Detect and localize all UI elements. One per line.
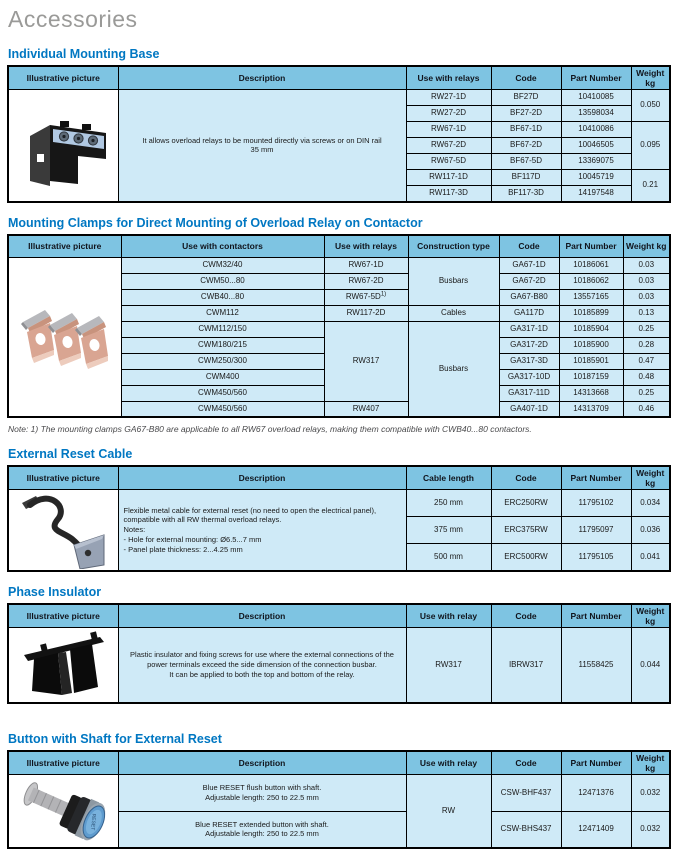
cell: 10185904 [559,321,623,337]
cell: GA317-3D [499,353,559,369]
header-cell: Illustrative picture [8,466,118,490]
cell: RW117-2D [324,305,408,321]
phase-insulator-image [16,629,111,701]
cell: 0.47 [623,353,670,369]
cell: CWM32/40 [121,257,324,273]
header-cell: Illustrative picture [8,66,118,90]
section-heading-individual-mounting-base: Individual Mounting Base [8,47,160,61]
header-cell: Use with relays [406,66,491,90]
header-cell: Description [118,66,406,90]
section-heading-external-reset-cable: External Reset Cable [8,447,133,461]
header-cell: Code [499,235,559,258]
reset-cable-image [16,491,111,569]
header-cell: Part Number [561,604,631,628]
cell: BF67-5D [491,154,561,170]
cell: 12471409 [561,811,631,848]
mounting-base-image [16,96,111,194]
cell: CWM112/150 [121,321,324,337]
header-row [8,751,670,775]
cell: RW67-2D [406,138,491,154]
cell: 10045719 [561,170,631,186]
cell: 10410086 [561,122,631,138]
header-cell: Description [118,466,406,490]
cell: Busbars [408,257,499,305]
mounting-clamps-table [7,234,671,419]
page-title: Accessories [8,6,138,32]
cell: 14313709 [559,401,623,417]
cell: 0.21 [631,170,670,202]
cell: CSW-BHF437 [491,775,561,812]
cell: GA407-1D [499,401,559,417]
cell: RW67-2D [324,273,408,289]
cell: RW317 [406,628,491,704]
cell: CWM112 [121,305,324,321]
section-heading-reset-button: Button with Shaft for External Reset [8,732,222,746]
section-reset-button [7,732,677,849]
header-row [8,466,670,490]
cell: 0.48 [623,369,670,385]
cell: 0.034 [631,490,670,517]
cell: 0.044 [631,628,670,704]
cell: BF117D [491,170,561,186]
cell: 0.25 [623,321,670,337]
cell: CSW-BHS437 [491,811,561,848]
cell: 11795102 [561,490,631,517]
cell: 13598034 [561,106,631,122]
cell: CWB40...80 [121,289,324,305]
cell: RW407 [324,401,408,417]
cell: 10186062 [559,273,623,289]
cell: CWM250/300 [121,353,324,369]
cell: 10185901 [559,353,623,369]
cell: GA317-10D [499,369,559,385]
cell: 0.032 [631,811,670,848]
header-cell: Illustrative picture [8,751,118,775]
cell: 0.13 [623,305,670,321]
description-cell: Plastic insulator and fixing screws for use where the external connections of the power terminals exceed the side dimension of the connection busbar. It can be applied to both the top and bottom of the relay. [118,628,406,704]
header-cell: Weight kg [623,235,670,258]
cell: BF117-3D [491,186,561,202]
cell: BF27-2D [491,106,561,122]
header-cell: Weight kg [631,66,670,90]
cell: GA317-2D [499,337,559,353]
section-heading-phase-insulator: Phase Insulator [8,585,102,599]
header-cell: Use with relays [324,235,408,258]
header-cell: Description [118,604,406,628]
reset-button-image [16,776,111,846]
cell: CWM50...80 [121,273,324,289]
picture-cell [8,257,121,417]
picture-cell [8,775,118,849]
cell: 10185900 [559,337,623,353]
cell: 500 mm [406,544,491,571]
cell: RW27-2D [406,106,491,122]
cell: GA67-1D [499,257,559,273]
header-cell: Code [491,751,561,775]
cell: 0.095 [631,122,670,170]
picture-cell [8,90,118,202]
section-mounting-clamps [7,216,677,435]
header-cell: Code [491,66,561,90]
header-row [8,235,670,258]
cell: 0.032 [631,775,670,812]
cell: 10186061 [559,257,623,273]
cell: RW67-1D [406,122,491,138]
description-cell: Blue RESET extended button with shaft. Adjustable length: 250 to 22.5 mm [118,811,406,848]
cell: 0.041 [631,544,670,571]
cell: CWM400 [121,369,324,385]
cell: 10187159 [559,369,623,385]
cell: BF67-2D [491,138,561,154]
cell: GA317-11D [499,385,559,401]
table-row [8,628,670,704]
header-cell: Description [118,751,406,775]
svg-text:RESET: RESET [89,813,97,831]
footnote: Note: 1) The mounting clamps GA67-B80 are applicable to all RW67 overload relays, making them compatible with CWB40...80 contactors. [8,424,532,434]
table-row [8,775,670,812]
cell: 10410085 [561,90,631,106]
cell: 14197548 [561,186,631,202]
phase-insulator-table [7,603,671,704]
header-cell: Illustrative picture [8,604,118,628]
cell: GA67-2D [499,273,559,289]
cell: GA67-B80 [499,289,559,305]
cell: CWM450/560 [121,385,324,401]
cell: CWM180/215 [121,337,324,353]
cell: RW117-3D [406,186,491,202]
description-cell: Blue RESET flush button with shaft. Adjustable length: 250 to 22.5 mm [118,775,406,812]
section-external-reset-cable [7,447,677,572]
header-cell: Weight kg [631,466,670,490]
cell: 0.050 [631,90,670,122]
cell: RW317 [324,321,408,401]
cell: ERC250RW [491,490,561,517]
picture-cell [8,628,118,704]
individual-mounting-base-table [7,65,671,203]
cell: $RW67-5D^{1)}$ [324,289,408,305]
cell: 13369075 [561,154,631,170]
header-row [8,66,670,90]
section-heading-mounting-clamps: Mounting Clamps for Direct Mounting of Overload Relay on Contactor [8,215,423,230]
cell: 11795105 [561,544,631,571]
catalog-page [7,6,677,849]
cell: Cables [408,305,499,321]
header-cell: Weight kg [631,751,670,775]
cell: 0.03 [623,273,670,289]
cell: 10046505 [561,138,631,154]
header-cell: Cable length [406,466,491,490]
mounting-clamps-image [17,302,113,372]
header-cell: Weight kg [631,604,670,628]
external-reset-cable-table [7,465,671,572]
cell: 14313668 [559,385,623,401]
cell: 11795097 [561,517,631,544]
cell: BF27D [491,90,561,106]
cell: IBRW317 [491,628,561,704]
picture-cell [8,490,118,572]
cell: ERC375RW [491,517,561,544]
header-row [8,604,670,628]
section-individual-mounting-base [7,47,677,203]
cell: ERC500RW [491,544,561,571]
cell: 0.03 [623,257,670,273]
header-cell: Use with relay [406,751,491,775]
cell: 0.46 [623,401,670,417]
cell: RW67-1D [324,257,408,273]
header-cell: Part Number [561,466,631,490]
header-cell: Part Number [561,751,631,775]
cell: 11558425 [561,628,631,704]
header-cell: Use with contactors [121,235,324,258]
cell: RW27-1D [406,90,491,106]
table-row [8,257,670,273]
description-cell: Flexible metal cable for external reset (no need to open the electrical panel), compatible with all RW thermal overload relays. Notes: - Hole for external mounting: Ø6.5...7 mm - Panel plate thickness: 2...4.25 mm [118,490,406,572]
cell: BF67-1D [491,122,561,138]
table-row [8,90,670,106]
cell: Busbars [408,321,499,417]
cell: 0.25 [623,385,670,401]
header-cell: Code [491,466,561,490]
section-phase-insulator [7,585,677,704]
header-cell: Construction type [408,235,499,258]
header-cell: Part Number [561,66,631,90]
cell: 13557165 [559,289,623,305]
header-cell: Code [491,604,561,628]
cell: CWM450/560 [121,401,324,417]
cell: 375 mm [406,517,491,544]
cell: RW117-1D [406,170,491,186]
header-cell: Illustrative picture [8,235,121,258]
cell: 10185899 [559,305,623,321]
cell: 250 mm [406,490,491,517]
cell: RW67-5D [406,154,491,170]
cell: GA317-1D [499,321,559,337]
header-cell: Part Number [559,235,623,258]
cell: 0.036 [631,517,670,544]
header-cell: Use with relay [406,604,491,628]
cell: GA117D [499,305,559,321]
cell: RW [406,775,491,849]
description-cell: It allows overload relays to be mounted directly via screws or on DIN rail 35 mm [118,90,406,202]
cell: 0.28 [623,337,670,353]
table-row [8,490,670,517]
cell: 12471376 [561,775,631,812]
cell: 0.03 [623,289,670,305]
